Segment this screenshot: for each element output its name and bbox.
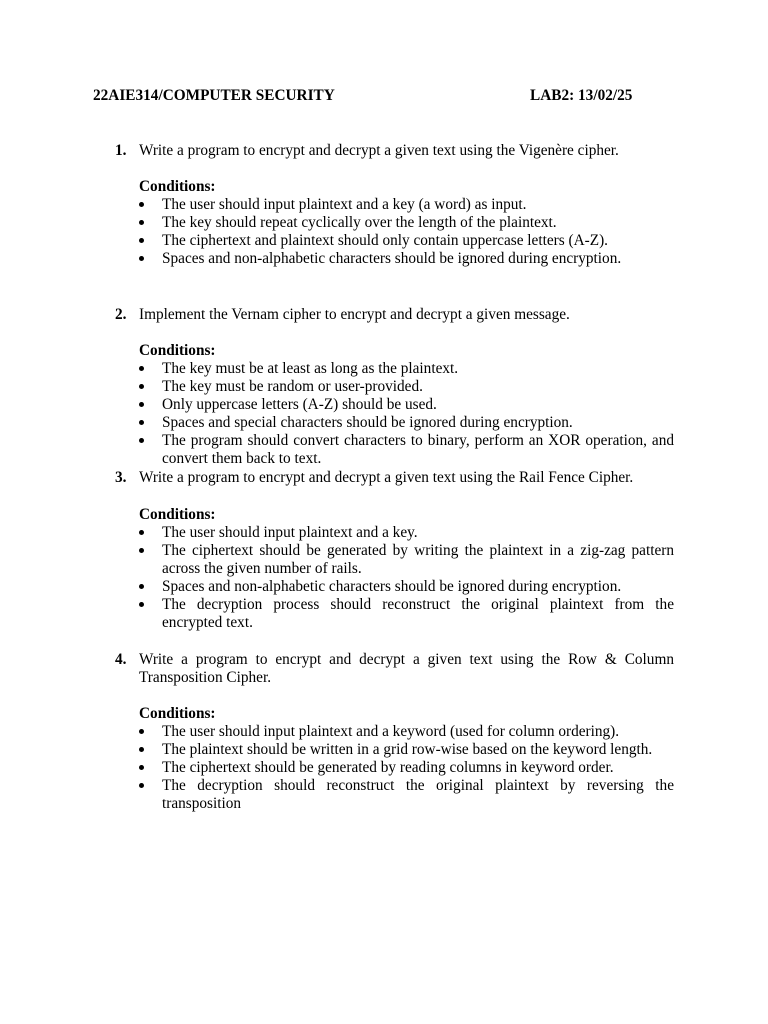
condition-item [162, 578, 674, 596]
condition-item [162, 214, 674, 232]
task-heading [115, 651, 674, 687]
conditions-label: Conditions: [139, 342, 216, 359]
condition-text: Spaces and non-alphabetic characters should be ignored during encryption. [162, 578, 622, 595]
condition-item [162, 524, 674, 542]
task-text: Write a program to encrypt and decrypt a given text using the Rail Fence Cipher. [139, 469, 634, 486]
condition-text: The key must be random or user-provided. [162, 378, 423, 395]
task-heading [115, 142, 674, 160]
bullet-icon [139, 584, 144, 589]
condition-item [162, 414, 674, 432]
condition-item [162, 396, 674, 414]
condition-text: The ciphertext should be generated by writing the plaintext in a zig-zag pattern [162, 542, 674, 559]
bullet-icon [139, 420, 144, 425]
task-2 [0, 306, 768, 468]
bullet-icon [139, 366, 144, 371]
condition-item [162, 360, 674, 378]
bullet-icon [139, 438, 144, 443]
bullet-icon [139, 238, 144, 243]
condition-text: Spaces and special characters should be ignored during encryption. [162, 414, 573, 431]
condition-text: convert them back to text. [162, 450, 322, 467]
task-number: 2. [115, 306, 127, 323]
bullet-icon [139, 530, 144, 535]
task-heading [115, 469, 674, 487]
condition-item [162, 723, 674, 741]
bullet-icon [139, 729, 144, 734]
conditions-list [0, 196, 768, 268]
task-text: Write a program to encrypt and decrypt a given text using the Vigenère cipher. [139, 142, 619, 159]
condition-text: The user should input plaintext and a key (a word) as input. [162, 196, 527, 213]
condition-text: across the given number of rails. [162, 560, 362, 577]
bullet-icon [139, 384, 144, 389]
condition-item [162, 542, 674, 578]
task-heading [115, 306, 674, 324]
condition-text: The user should input plaintext and a key. [162, 524, 418, 541]
conditions-list [0, 360, 768, 468]
condition-text: The key should repeat cyclically over the length of the plaintext. [162, 214, 557, 231]
bullet-icon [139, 602, 144, 607]
task-number: 1. [115, 142, 127, 159]
task-1 [0, 142, 768, 268]
conditions-label: Conditions: [139, 506, 216, 523]
task-text: Implement the Vernam cipher to encrypt and decrypt a given message. [139, 306, 570, 323]
task-3 [0, 469, 768, 632]
condition-item [162, 196, 674, 214]
condition-item [162, 741, 674, 759]
bullet-icon [139, 402, 144, 407]
condition-text: The decryption should reconstruct the original plaintext by reversing the [162, 777, 674, 794]
bullet-icon [139, 765, 144, 770]
condition-item [162, 432, 674, 468]
condition-text: The ciphertext and plaintext should only contain uppercase letters (A-Z). [162, 232, 609, 249]
document-header [93, 87, 653, 105]
conditions-list [0, 723, 768, 813]
condition-item [162, 378, 674, 396]
bullet-icon [139, 256, 144, 261]
bullet-icon [139, 783, 144, 788]
condition-text: The key must be at least as long as the plaintext. [162, 360, 459, 377]
bullet-icon [139, 220, 144, 225]
conditions-label: Conditions: [139, 705, 216, 722]
task-number: 4. [115, 651, 127, 668]
bullet-icon [139, 747, 144, 752]
assignment-list [0, 142, 768, 813]
condition-text: The plaintext should be written in a grid row-wise based on the keyword length. [162, 741, 653, 758]
condition-text: Spaces and non-alphabetic characters should be ignored during encryption. [162, 250, 622, 267]
conditions-label: Conditions: [139, 178, 216, 195]
condition-text: encrypted text. [162, 614, 253, 631]
conditions-list [0, 524, 768, 632]
bullet-icon [139, 548, 144, 553]
course-title: 22AIE314/COMPUTER SECURITY [93, 87, 335, 104]
condition-text: Only uppercase letters (A-Z) should be used. [162, 396, 437, 413]
condition-text: The ciphertext should be generated by reading columns in keyword order. [162, 759, 614, 776]
task-4 [0, 651, 768, 813]
condition-text: The decryption process should reconstruct the original plaintext from the [162, 596, 674, 613]
condition-text: The program should convert characters to binary, perform an XOR operation, and [162, 432, 674, 449]
condition-text: transposition [162, 795, 242, 812]
task-text: Transposition Cipher. [139, 669, 272, 686]
condition-item [162, 232, 674, 250]
condition-item [162, 777, 674, 813]
condition-item [162, 759, 674, 777]
lab-date: LAB2: 13/02/25 [530, 87, 633, 104]
task-text: Write a program to encrypt and decrypt a given text using the Row & Column [139, 651, 674, 668]
condition-item [162, 250, 674, 268]
condition-item [162, 596, 674, 632]
condition-text: The user should input plaintext and a keyword (used for column ordering). [162, 723, 620, 740]
bullet-icon [139, 202, 144, 207]
task-number: 3. [115, 469, 127, 486]
